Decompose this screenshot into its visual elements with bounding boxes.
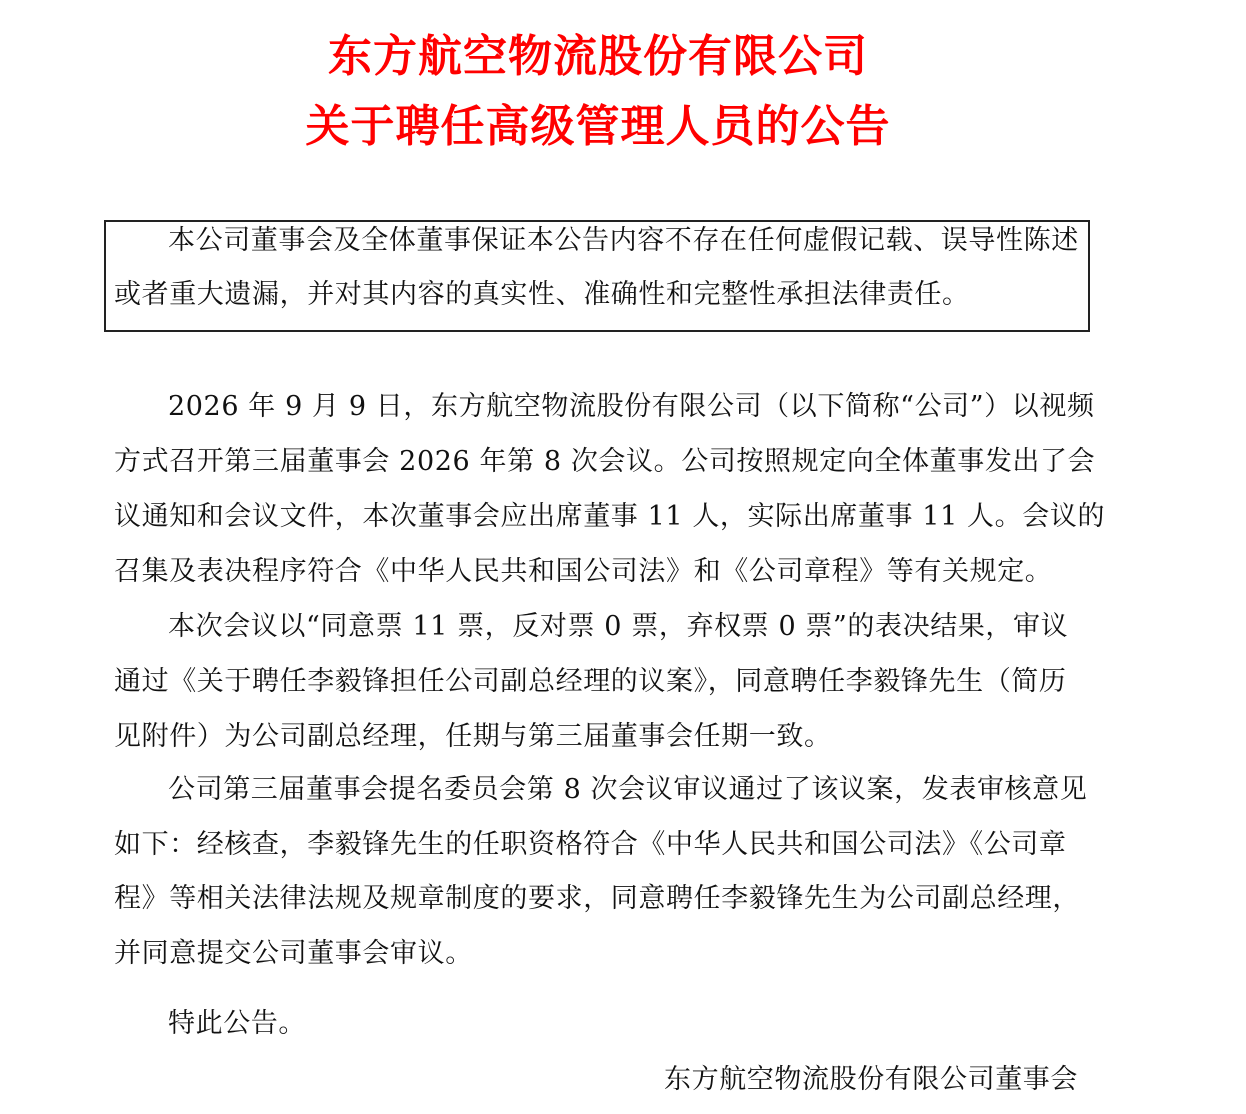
closing-statement: 特此公告。 (168, 1008, 306, 1039)
paragraph-line: 程》等相关法律法规及规章制度的要求，同意聘任李毅锋先生为公司副总经理， (114, 883, 1080, 914)
signature-board: 东方航空物流股份有限公司董事会 (664, 1064, 1078, 1095)
paragraph-line: 如下：经核查，李毅锋先生的任职资格符合《中华人民共和国公司法》《公司章 (114, 829, 1067, 860)
paragraph-line: 议通知和会议文件，本次董事会应出席董事 11 人，实际出席董事 11 人。会议的 (114, 501, 1106, 532)
disclaimer-line: 或者重大遗漏，并对其内容的真实性、准确性和完整性承担法律责任。 (114, 279, 970, 310)
document-title-company: 东方航空物流股份有限公司 (328, 31, 868, 82)
paragraph-line: 并同意提交公司董事会审议。 (114, 938, 473, 969)
paragraph-line: 通过《关于聘任李毅锋担任公司副总经理的议案》，同意聘任李毅锋先生（简历 (114, 666, 1067, 697)
paragraph-line: 本次会议以“同意票 11 票，反对票 0 票，弃权票 0 票”的表决结果，审议 (168, 611, 1069, 642)
paragraph-line: 见附件）为公司副总经理，任期与第三届董事会任期一致。 (114, 721, 832, 752)
document-title-subject: 关于聘任高级管理人员的公告 (305, 101, 891, 152)
paragraph-line: 公司第三届董事会提名委员会第 8 次会议审议通过了该议案，发表审核意见 (168, 774, 1088, 805)
paragraph-line: 方式召开第三届董事会 2026 年第 8 次会议。公司按照规定向全体董事发出了会 (114, 446, 1096, 477)
paragraph-line: 2026 年 9 月 9 日，东方航空物流股份有限公司（以下简称“公司”）以视频 (168, 391, 1095, 422)
paragraph-line: 召集及表决程序符合《中华人民共和国公司法》和《公司章程》等有关规定。 (114, 556, 1053, 587)
disclaimer-line: 本公司董事会及全体董事保证本公告内容不存在任何虚假记载、误导性陈述 (168, 225, 1079, 256)
